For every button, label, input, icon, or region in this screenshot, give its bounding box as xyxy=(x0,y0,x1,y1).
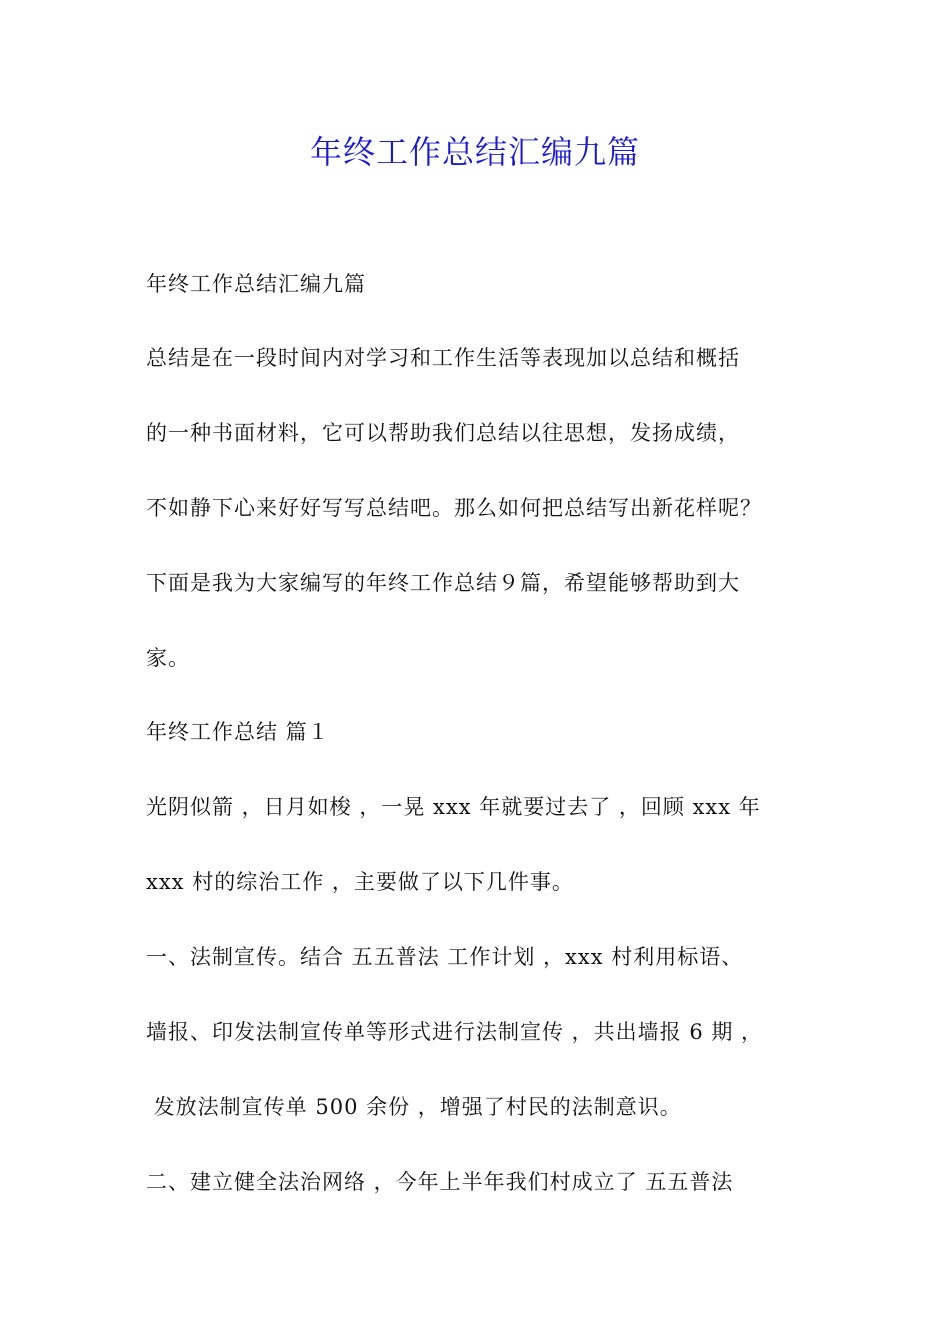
paragraph-line: 下面是我为大家编写的年终工作总结９篇，希望能够帮助到大 xyxy=(146,571,740,595)
paragraph-line: 光阴似箭 ，日月如梭 ，一晃 xxx 年就要过去了 ，回顾 xxx 年 xyxy=(146,795,761,819)
paragraph-line: 二、建立健全法治网络 ，今年上半年我们村成立了 五五普法 xyxy=(146,1170,734,1194)
section-heading: 年终工作总结 篇１ xyxy=(146,720,330,744)
paragraph-line: 的一种书面材料，它可以帮助我们总结以往思想，发扬成绩， xyxy=(146,421,740,445)
paragraph-line: 发放法制宣传单 500 余份 ，增强了村民的法制意识。 xyxy=(146,1095,682,1119)
paragraph-line: 总结是在一段时间内对学习和工作生活等表现加以总结和概括 xyxy=(146,346,740,370)
paragraph-line: 一、法制宣传。结合 五五普法 工作计划 ，xxx 村利用标语、 xyxy=(146,945,744,969)
paragraph-line: 墙报、印发法制宣传单等形式进行法制宣传 ，共出墙报 6 期 ， xyxy=(146,1020,764,1044)
subtitle-line: 年终工作总结汇编九篇 xyxy=(146,272,366,296)
paragraph-line: 家。 xyxy=(146,646,190,670)
paragraph-line: xxx 村的综治工作 ，主要做了以下几件事。 xyxy=(146,870,574,894)
paragraph-line: 不如静下心来好好写写总结吧。那么如何把总结写出新花样呢？ xyxy=(146,496,762,520)
document-title: 年终工作总结汇编九篇 xyxy=(309,133,640,171)
